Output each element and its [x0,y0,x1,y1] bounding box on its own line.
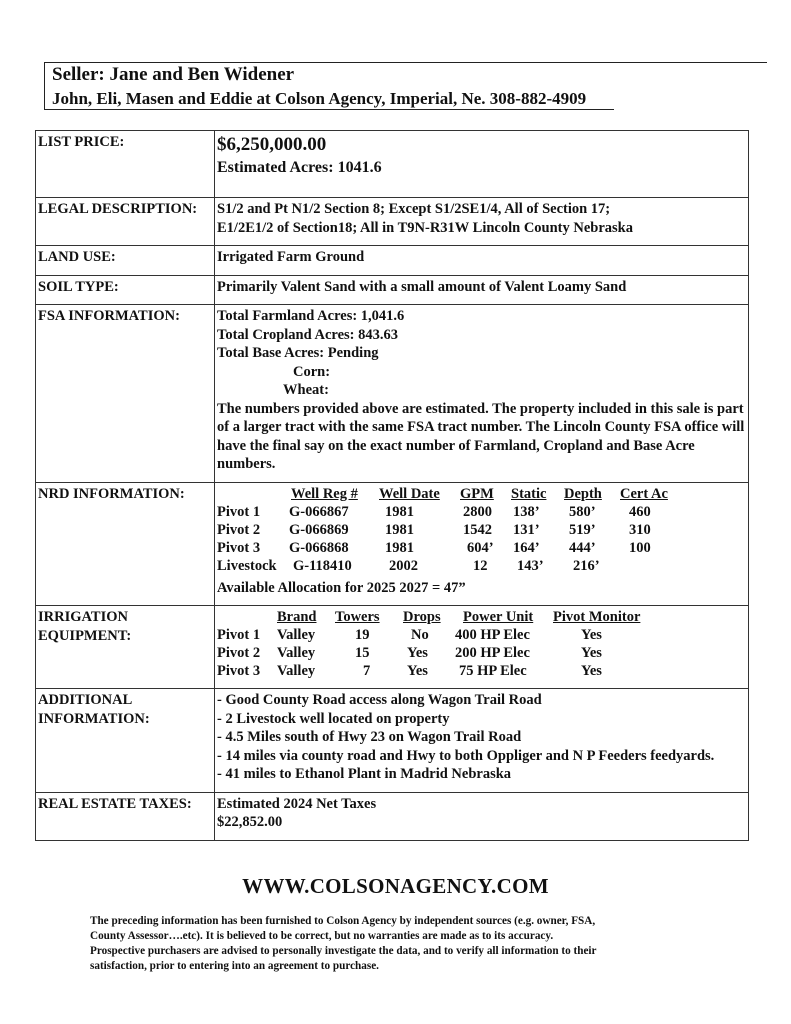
fsa-cropland: Total Cropland Acres: 843.63 [217,326,399,343]
additional-item: - 14 miles via county road and Hwy to both Oppliger and N P Feeders feedyards. [217,747,715,764]
irrigation-label [36,606,215,689]
row-legal [36,198,749,246]
taxes-value [215,792,749,840]
nrd-row-cert: 310 [629,521,651,538]
irr-row-drops: Yes [407,663,428,679]
nrd-row-date: 1981 [385,539,414,556]
nrd-row-static: 131’ [513,521,540,538]
nrd-row-static: 138’ [513,503,540,520]
nrd-row-reg: G-066867 [289,503,349,520]
disclaimer-line-3: Prospective purchasers are advised to personally investigate the data, and to verify all information to their [90,945,597,957]
irr-row-towers: 19 [355,627,370,643]
irr-row-name: Pivot 3 [217,663,261,679]
irrigation-value [215,606,749,689]
irrigation-label-line-2: EQUIPMENT: [38,627,132,644]
irr-row-power: 75 HP Elec [459,663,527,679]
listing-table [35,130,749,841]
irr-header-towers: Towers [335,609,380,625]
disclaimer-line-4: satisfaction, prior to entering into an agreement to purchase. [90,960,379,972]
taxes-line-1: Estimated 2024 Net Taxes [217,795,377,812]
irr-row-towers: 7 [363,663,371,679]
disclaimer [90,914,740,974]
fsa-value [215,305,749,483]
nrd-header-date: Well Date [379,485,440,502]
nrd-row-gpm: 604’ [467,539,494,556]
legal-label: LEGAL DESCRIPTION: [36,198,215,246]
irr-row-name: Pivot 1 [217,627,261,643]
irr-header-brand: Brand [277,609,317,625]
irr-header-monitor: Pivot Monitor [553,609,641,625]
fsa-wheat: Wheat: [283,382,329,398]
irr-row-monitor: Yes [581,645,602,661]
nrd-row-cert: 100 [629,539,651,556]
fsa-label: FSA INFORMATION: [36,305,215,483]
irr-row-power: 400 HP Elec [455,627,530,643]
additional-item: - 41 miles to Ethanol Plant in Madrid Nebraska [217,766,512,782]
irrigation-label-line-1: IRRIGATION [38,609,128,625]
taxes-amount: $22,852.00 [217,814,283,830]
land-use-value: Irrigated Farm Ground [215,246,749,276]
irrigation-grid [217,608,746,680]
nrd-header-gpm: GPM [460,485,494,502]
irr-row-brand: Valley [277,627,316,643]
irr-row-drops: No [411,627,429,643]
row-irrigation [36,606,749,689]
row-soil [36,275,749,305]
nrd-row-depth: 216’ [573,557,600,574]
additional-item: - 2 Livestock well located on property [217,710,450,727]
list-price-value [215,131,749,198]
row-nrd [36,482,749,606]
irr-row-monitor: Yes [581,663,602,679]
nrd-row-gpm: 2800 [463,503,492,520]
nrd-row-date: 2002 [389,557,418,574]
row-land-use [36,246,749,276]
list-price-label: LIST PRICE: [36,131,215,198]
nrd-allocation: Available Allocation for 2025 2027 = 47” [217,579,466,596]
soil-label: SOIL TYPE: [36,275,215,305]
fsa-note: The numbers provided above are estimated. The property included in this sale is part of a larger tract with the same FSA tract number. The Lincoln County FSA office will have the final say on the exact number of Farmland, Cropland and Base Acre numbers. [217,400,745,472]
row-additional [36,689,749,793]
additional-value [215,689,749,793]
nrd-label: NRD INFORMATION: [36,482,215,606]
nrd-row-reg: G-066869 [289,521,349,538]
nrd-row-depth: 444’ [569,539,596,556]
nrd-row-gpm: 1542 [463,521,492,538]
land-use-label: LAND USE: [36,246,215,276]
nrd-row-reg: G-118410 [293,557,352,574]
nrd-row-gpm: 12 [473,557,488,574]
row-list-price [36,131,749,198]
nrd-row-name: Pivot 2 [217,521,261,538]
soil-value: Primarily Valent Sand with a small amount of Valent Loamy Sand [215,275,749,305]
nrd-header-cert: Cert Ac [620,485,668,502]
nrd-row-static: 143’ [517,557,544,574]
irr-row-monitor: Yes [581,627,602,643]
nrd-header-static: Static [511,485,547,502]
legal-line-1: S1/2 and Pt N1/2 Section 8; Except S1/2SE1/4, All of Section 17; [217,201,611,217]
additional-label [36,689,215,793]
nrd-row-date: 1981 [385,503,414,520]
taxes-label: REAL ESTATE TAXES: [36,792,215,840]
row-taxes [36,792,749,840]
irr-row-drops: Yes [407,645,428,661]
irr-row-power: 200 HP Elec [455,645,530,661]
nrd-row-depth: 580’ [569,503,596,520]
irr-row-brand: Valley [277,645,316,661]
nrd-value [215,482,749,606]
irr-row-name: Pivot 2 [217,645,261,661]
nrd-row-name: Livestock [217,557,277,574]
nrd-header-reg: Well Reg # [291,485,358,502]
nrd-header-depth: Depth [564,485,602,502]
legal-line-2: E1/2E1/2 of Section18; All in T9N-R31W Lincoln County Nebraska [217,219,633,236]
estimated-acres: Estimated Acres: 1041.6 [217,159,382,176]
fsa-base: Total Base Acres: Pending [217,345,379,361]
disclaimer-line-2: County Assessor….etc). It is believed to be correct, but no warranties are made as to its accuracy. [90,930,554,942]
nrd-row-name: Pivot 3 [217,539,261,556]
price-amount: $6,250,000.00 [217,134,327,155]
nrd-row-date: 1981 [385,521,414,538]
nrd-row-depth: 519’ [569,521,596,538]
additional-label-line-1: ADDITIONAL [38,692,133,708]
website-url: WWW.COLSONAGENCY.COM [242,874,549,898]
legal-value [215,198,749,246]
seller-line: Seller: Jane and Ben Widener [52,64,295,85]
additional-label-line-2: INFORMATION: [38,710,150,727]
irr-header-power: Power Unit [463,609,534,625]
additional-item: - Good County Road access along Wagon Trail Road [217,692,542,708]
nrd-row-reg: G-066868 [289,539,349,556]
nrd-row-name: Pivot 1 [217,503,261,520]
disclaimer-line-1: The preceding information has been furnished to Colson Agency by independent sources (e.g. owner, FSA, [90,915,596,927]
header-divider [44,109,614,110]
irr-header-drops: Drops [403,609,441,625]
irr-row-brand: Valley [277,663,316,679]
irr-row-towers: 15 [355,645,370,661]
nrd-row-static: 164’ [513,539,540,556]
nrd-row-cert: 460 [629,503,651,520]
fsa-farmland: Total Farmland Acres: 1,041.6 [217,308,405,324]
fsa-corn: Corn: [293,363,331,380]
nrd-grid [217,485,746,579]
additional-item: - 4.5 Miles south of Hwy 23 on Wagon Trail Road [217,729,522,745]
agent-line: John, Eli, Masen and Eddie at Colson Agency, Imperial, Ne. 308-882-4909 [52,89,587,108]
row-fsa [36,305,749,483]
